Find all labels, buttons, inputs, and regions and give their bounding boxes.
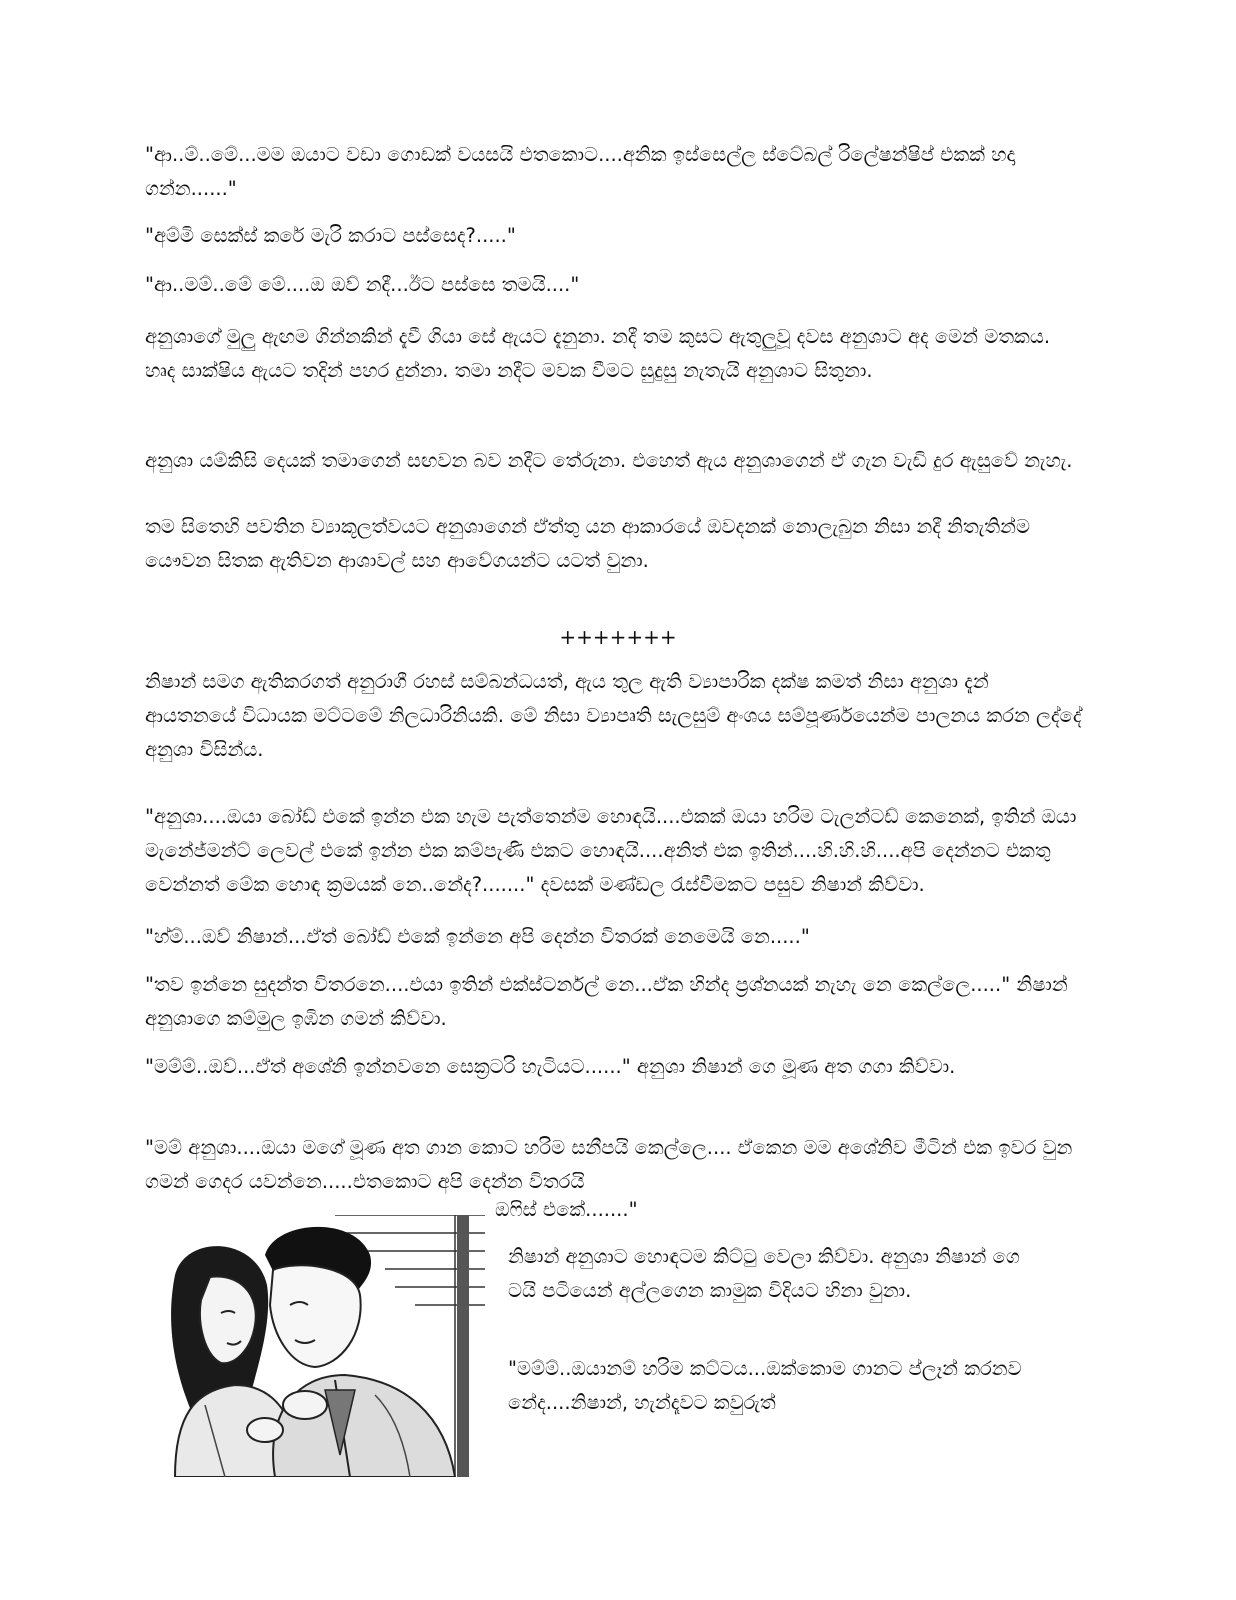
couple-illustration-icon: [155, 1215, 487, 1477]
paragraph-11: "මම්ම්..ඔව්...ඒත් අශේනි ඉන්නවනෙ සෙක්‍රටරි හැටියට......" අනුශා නිෂාන් ගෙ මූණ අත ගගා කිව්වා.: [145, 1055, 956, 1078]
side-paragraph-1: නිෂාන් අනුශාට හොඳටම කිට්ටු වෙලා කිව්වා. අනුශා නිෂාන් ගෙ ටයි පටියෙන් අල්ලගෙන කාමුක විදියට හිනා වුනා.: [508, 1245, 1020, 1302]
side-paragraph-2: "මම්ම්..ඔයානම් හරිම කට්ටය...ඔක්කොම ගානට ප්ලෑන් කරනව නේද....නිෂාන්, හැන්දෑවට කවුරුත්: [508, 1357, 1022, 1414]
paragraph-7: නිෂාන් සමග ඇතිකරගත් අනුරාගී රහස් සම්බන්ධයත්, ඇය තුල ඇති ව්‍යාපාරික දක්ෂ කමත් නිසා අනුශා දැන් ආයතනයේ විධායක මට්ටමේ නිලධාරිනියකි. මේ නිසා ව්‍යාපෘති සැලසුම් අංශය සම්පූර්ණයෙන්ම පාලනය කරන ලද්දේ අනුශා විසින්ය.: [145, 670, 1082, 761]
paragraph-12: "මම් අනුශා....ඔයා මගේ මූණ අත ගාන කොට හරිම සනීපයි කෙල්ලෙ.... ඒකෙන මම අශේනිව මීටින් එක ඉවර වුන ගමන් ගෙදර යවන්නෙ.....එතකොට අපි දෙන්න විතරයි: [145, 1136, 1073, 1193]
paragraph-12-continuation: ඔෆිස් එකේ.......": [495, 1198, 638, 1221]
section-separator: +++++++: [559, 625, 677, 649]
paragraph-10: "තව ඉන්නෙ සුදන්ත විතරනෙ....එයා ඉතින් එක්ස්ටර්නල් නෙ...ඒක හින්ද ප්‍රශ්නයක් නැහැ නෙ කෙල්ලෙ....." නිෂාන් අනුශාගෙ කම්මුල ඉඹින ගමන් කිව්වා.: [145, 973, 1068, 1030]
paragraph-8: "අනුශා....ඔයා බෝඩ් එකේ ඉන්න එක හැම පැත්තෙන්ම හොඳයි....එකක් ඔයා හරිම ටැලන්ටඩ් කෙනෙක්, ඉතින් ඔයා මැනේජ්මන්ට් ලෙවල් එකේ ඉන්න එක කම්පැණි එකට හොඳයි....අනිත් එක ඉතින්....හි.හි.හි....අපි දෙන්නට එකතු වෙන්නත් මේක හොඳ ක්‍රමයක් නෙ..නේද?......." දවසක් මණ්ඩල රැස්වීමකට පසුව නිෂාන් කිව්වා.: [145, 805, 1077, 896]
paragraph-1: "ආ..ම්..මේ...මම ඔයාට වඩා ගොඩක් වයසයි එතකොට....අනික ඉස්සෙල්ල ස්ටේබල් රිලේෂන්ෂිප් එකක් හදා ගන්න......": [145, 143, 1016, 200]
paragraph-2: "අම්මි සෙක්ස් කරේ මැරි කරාට පස්සෙද?.....": [145, 224, 516, 247]
paragraph-3: "ආ..මම්..මේ මේ....ඔ ඔව් නදී...ඊට පස්සෙ තමයි....": [145, 273, 580, 296]
paragraph-6: තම සිතෙහි පවතින ව්‍යාකූලත්වයට අනුශාගෙන් ඒත්තු යන ආකාරයේ ඔවදනක් නොලැබුන නිසා නදී නිතැතින්ම යෞවන සිතක ඇතිවන ආශාවල් සහ ආවේගයන්ට යටත් වුනා.: [145, 515, 1030, 572]
paragraph-5: අනුශා යම්කිසි දෙයක් තමාගෙන් සඟවන බව නදීට තේරුනා. එහෙත් ඇය අනුශාගෙන් ඒ ගැන වැඩි දුර ඇසුවේ නැහැ.: [145, 449, 1073, 472]
paragraph-4: අනුශාගේ මුලු ඇඟම ගින්නකින් දැවී ගියා සේ ඇයට දැනුනා. නදී තම කුසට ඇතුලුවූ දවස අනුශාට අද මෙන් මතකය. හෘද සාක්ෂිය ඇයට තදින් පහර දුන්නා. තමා නදීට මවක වීමට සුදුසු නැතැයි අනුශාට සිතුනා.: [145, 325, 1051, 382]
paragraph-9: "හ්ම්...ඔව් නිෂාන්...ඒත් බෝඩ් එකේ ඉන්නෙ අපි දෙන්න විතරක් නෙමෙයි නෙ.....": [145, 925, 810, 948]
couple-illustration: [155, 1215, 487, 1477]
